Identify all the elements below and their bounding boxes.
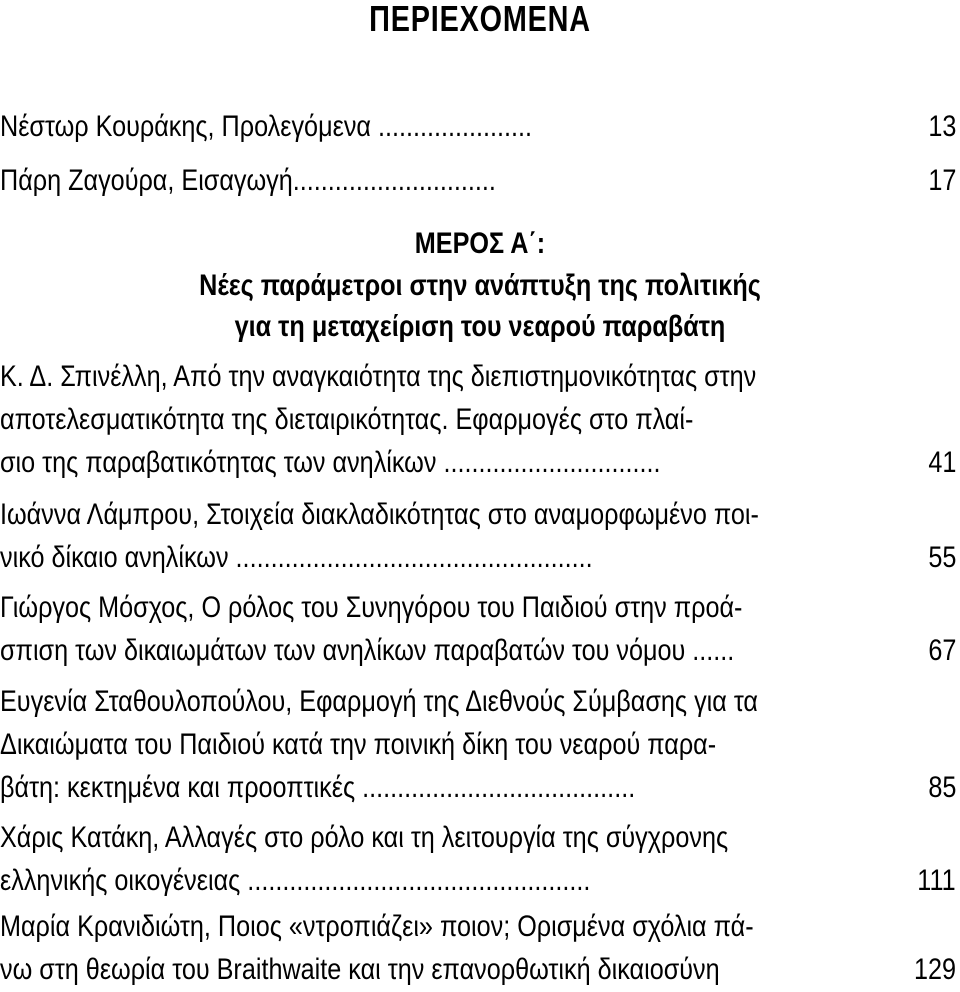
toc-entry-prolegomena-page: 13 [927, 110, 956, 143]
toc-entry-lamprou-page: 55 [927, 541, 956, 574]
part-heading: ΜΕΡΟΣ Α΄: [414, 227, 546, 260]
toc-entry-moschos-line2: σπιση των δικαιωμάτων των ανηλίκων παραβατών του νόμου ...... [0, 634, 735, 667]
toc-entry-lamprou-line2: νικό δίκαιο ανηλίκων ................................................... [0, 541, 593, 574]
toc-entry-spinelli-line3: σιο της παραβατικότητας των ανηλίκων ............................... [0, 446, 661, 479]
toc-entry-kataki-line2: ελληνικής οικογένειας ................................................. [0, 864, 591, 897]
toc-entry-kataki-page: 111 [917, 864, 956, 897]
toc-entry-stathoulopoulou-line2: Δικαιώματα του Παιδιού κατά την ποινική δίκη του νεαρού παρα- [0, 728, 717, 761]
toc-entry-lamprou-line1: Ιωάννα Λάμπρου, Στοιχεία διακλαδικότητας στο αναμορφωμένο ποι- [0, 498, 759, 531]
page-title: ΠΕΡΙΕΧΟΜΕΝΑ [369, 0, 591, 39]
toc-entry-prolegomena-text: Νέστωρ Κουράκης, Προλεγόμενα ...................... [0, 110, 533, 143]
toc-entry-kranidioti-line1: Μαρία Κρανιδιώτη, Ποιος «ντροπιάζει» ποιον; Ορισμένα σχόλια πά- [0, 910, 754, 943]
toc-entry-kranidioti-line2: νω στη θεωρία του Braithwaite και την επανορθωτική δικαιοσύνη [0, 953, 720, 986]
toc-entry-spinelli-line1: Κ. Δ. Σπινέλλη, Από την αναγκαιότητα της διεπιστημονικότητας στην [0, 360, 757, 393]
toc-entry-eisagogi-text: Πάρη Ζαγούρα, Εισαγωγή............................. [0, 164, 496, 197]
toc-entry-moschos-line1: Γιώργος Μόσχος, Ο ρόλος του Συνηγόρου του Παιδιού στην προά- [0, 591, 743, 624]
toc-entry-kranidioti-page: 129 [913, 953, 956, 986]
toc-entry-spinelli-page: 41 [927, 446, 956, 479]
toc-entry-eisagogi-page: 17 [927, 164, 956, 197]
toc-entry-stathoulopoulou-line1: Ευγενία Σταθουλοπούλου, Εφαρμογή της Διεθνούς Σύμβασης για τα [0, 685, 759, 718]
toc-entry-stathoulopoulou-line3: βάτη: κεκτημένα και προοπτικές ....................................... [0, 771, 636, 804]
toc-entry-stathoulopoulou-page: 85 [927, 771, 956, 804]
toc-entry-moschos-page: 67 [927, 634, 956, 667]
part-subtitle-line1: Νέες παράμετροι στην ανάπτυξη της πολιτικής [199, 269, 761, 302]
toc-entry-kataki-line1: Χάρις Κατάκη, Αλλαγές στο ρόλο και τη λειτουργία της σύγχρονης [0, 821, 729, 854]
toc-entry-spinelli-line2: αποτελεσματικότητα της διεταιρικότητας. Εφαρμογές στο πλαί- [0, 403, 694, 436]
part-subtitle-line2: για τη μεταχείριση του νεαρού παραβάτη [234, 310, 726, 343]
